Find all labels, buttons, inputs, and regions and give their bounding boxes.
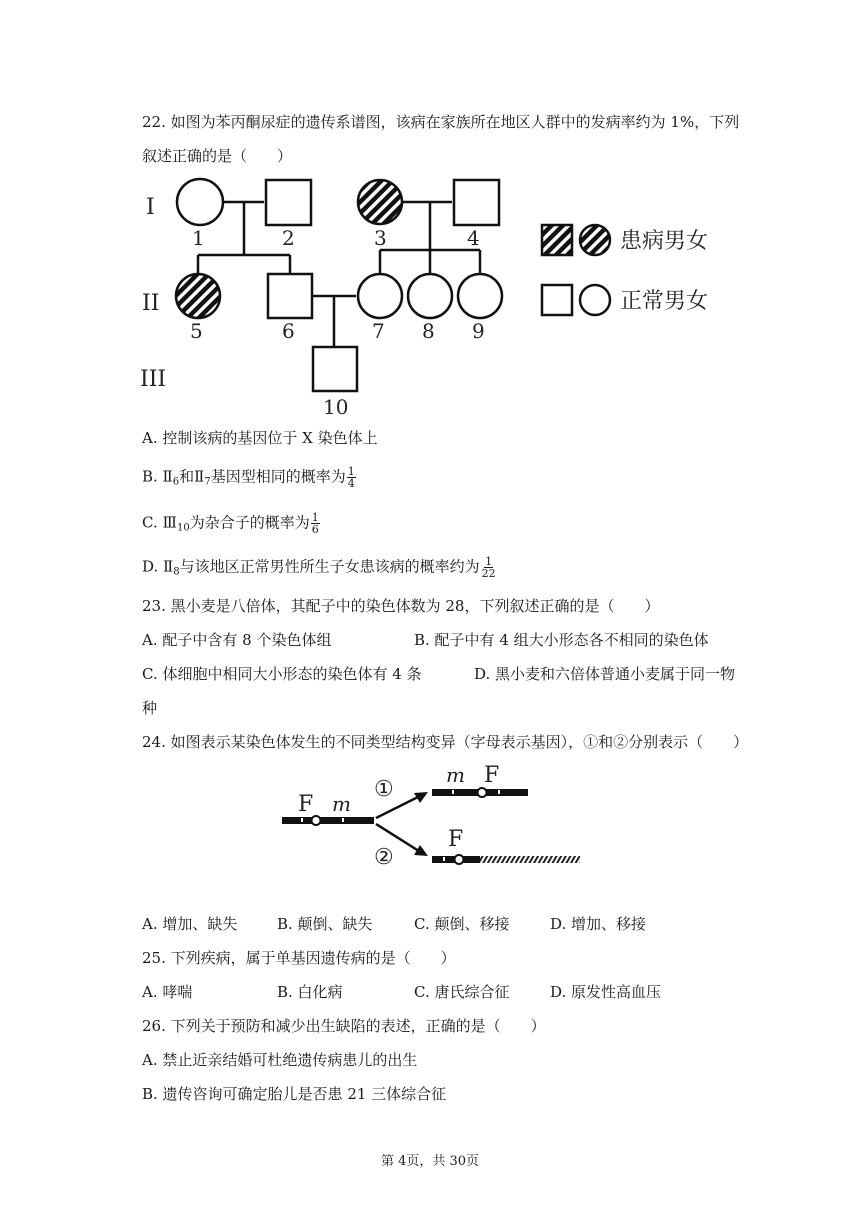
- fraction-1-6: $\frac{1}{6}$: [311, 511, 319, 536]
- label-1: 1: [192, 226, 205, 250]
- q25-option-a: A. 哮喘: [142, 983, 193, 1001]
- q22-option-d: D. $Ⅱ_8$与该地区正常男性所生子女患该病的概率约为 $\frac{1}{22}$: [142, 555, 496, 580]
- q22-option-a: A. 控制该病的基因位于 X 染色体上: [142, 429, 378, 447]
- q23-option-c: C. 体细胞中相同大小形态的染色体有 4 条: [142, 665, 422, 683]
- q25-option-c: C. 唐氏综合征: [414, 983, 510, 1001]
- original-chromosome: [282, 817, 374, 824]
- q22-stem-line2: 叙述正确的是（ ）: [142, 147, 293, 165]
- q24-stem: 24. 如图表示某染色体发生的不同类型结构变异（字母表示基因），①和②分别表示（ ）: [142, 733, 749, 751]
- legend-normal-female: [580, 285, 610, 315]
- q24-option-d: D. 增加、移接: [550, 915, 647, 933]
- label-5: 5: [190, 319, 203, 343]
- chromosome-variation-diagram: [276, 756, 596, 881]
- original-gene-f: F: [298, 792, 314, 817]
- label-3: 3: [374, 226, 387, 250]
- translocated-segment: [480, 856, 580, 863]
- label-2: 2: [282, 226, 295, 250]
- q23-option-d: D. 黑小麦和六倍体普通小麦属于同一物: [474, 665, 736, 683]
- legend-affected-male: [542, 225, 572, 255]
- fraction-1-22: $\frac{1}{22}$: [481, 555, 496, 580]
- individual-5-affected-female: [176, 274, 220, 318]
- legend-affected-label: 患病男女: [620, 229, 709, 254]
- page-footer: 第 4页，共 30页: [380, 1154, 480, 1169]
- individual-7-normal-female: [358, 274, 402, 318]
- marker-1: ①: [374, 777, 394, 802]
- generation-label-ii: II: [142, 291, 160, 316]
- individual-6-normal-male: [268, 274, 312, 318]
- q24-option-b: B. 颠倒、缺失: [277, 915, 373, 933]
- q24-option-a: A. 增加、缺失: [142, 915, 238, 933]
- q23-stem: 23. 黑小麦是八倍体，其配子中的染色体数为 28，下列叙述正确的是（ ）: [142, 597, 660, 615]
- generation-label-iii: III: [140, 367, 167, 392]
- label-9: 9: [472, 319, 485, 343]
- q22-stem-line1: 22. 如图为苯丙酮尿症的遗传系谱图，该病在家族所在地区人群中的发病率约为 1%，下列: [142, 113, 740, 131]
- q25-option-d: D. 原发性高血压: [550, 983, 662, 1001]
- q22-option-b: B. $Ⅱ_6$和$Ⅱ_7$基因型相同的概率为 $\frac{1}{4}$: [142, 465, 355, 490]
- q26-option-a: A. 禁止近亲结婚可杜绝遗传病患儿的出生: [142, 1051, 418, 1069]
- individual-3-affected-female: [358, 180, 402, 224]
- label-4: 4: [467, 226, 480, 250]
- q22-option-c: C. $Ⅲ_{10}$为杂合子的概率为 $\frac{1}{6}$: [142, 511, 319, 536]
- individual-4-normal-male: [454, 180, 499, 225]
- individual-8-normal-female: [408, 274, 452, 318]
- legend-affected-female: [580, 225, 610, 255]
- q26-stem: 26. 下列关于预防和减少出生缺陷的表述，正确的是（ ）: [142, 1017, 546, 1035]
- label-10: 10: [323, 395, 349, 419]
- result1-gene-f: F: [484, 763, 500, 788]
- generation-label-i: I: [146, 195, 155, 220]
- legend-normal-male: [542, 285, 572, 315]
- q25-option-b: B. 白化病: [277, 983, 343, 1001]
- label-6: 6: [282, 319, 295, 343]
- q23-option-d-continued: 种: [142, 699, 158, 717]
- individual-1-normal-female: [177, 179, 223, 225]
- individual-2-normal-male: [266, 180, 311, 225]
- label-8: 8: [422, 319, 435, 343]
- q24-option-c: C. 颠倒、移接: [414, 915, 510, 933]
- q23-option-a: A. 配子中含有 8 个染色体组: [142, 631, 332, 649]
- result1-gene-m: m: [446, 763, 465, 787]
- pedigree-chart: [140, 170, 740, 420]
- q23-option-b: B. 配子中有 4 组大小形态各不相同的染色体: [414, 631, 709, 649]
- legend-normal-label: 正常男女: [620, 289, 709, 314]
- individual-10-normal-male: [313, 347, 357, 391]
- q25-stem: 25. 下列疾病，属于单基因遗传病的是（ ）: [142, 949, 456, 967]
- original-gene-m: m: [332, 792, 351, 816]
- label-7: 7: [372, 319, 385, 343]
- q26-option-b: B. 遗传咨询可确定胎儿是否患 21 三体综合征: [142, 1085, 447, 1103]
- fraction-1-4: $\frac{1}{4}$: [347, 465, 355, 490]
- individual-9-normal-female: [458, 274, 502, 318]
- marker-2: ②: [374, 845, 394, 870]
- result2-gene-f: F: [448, 827, 464, 852]
